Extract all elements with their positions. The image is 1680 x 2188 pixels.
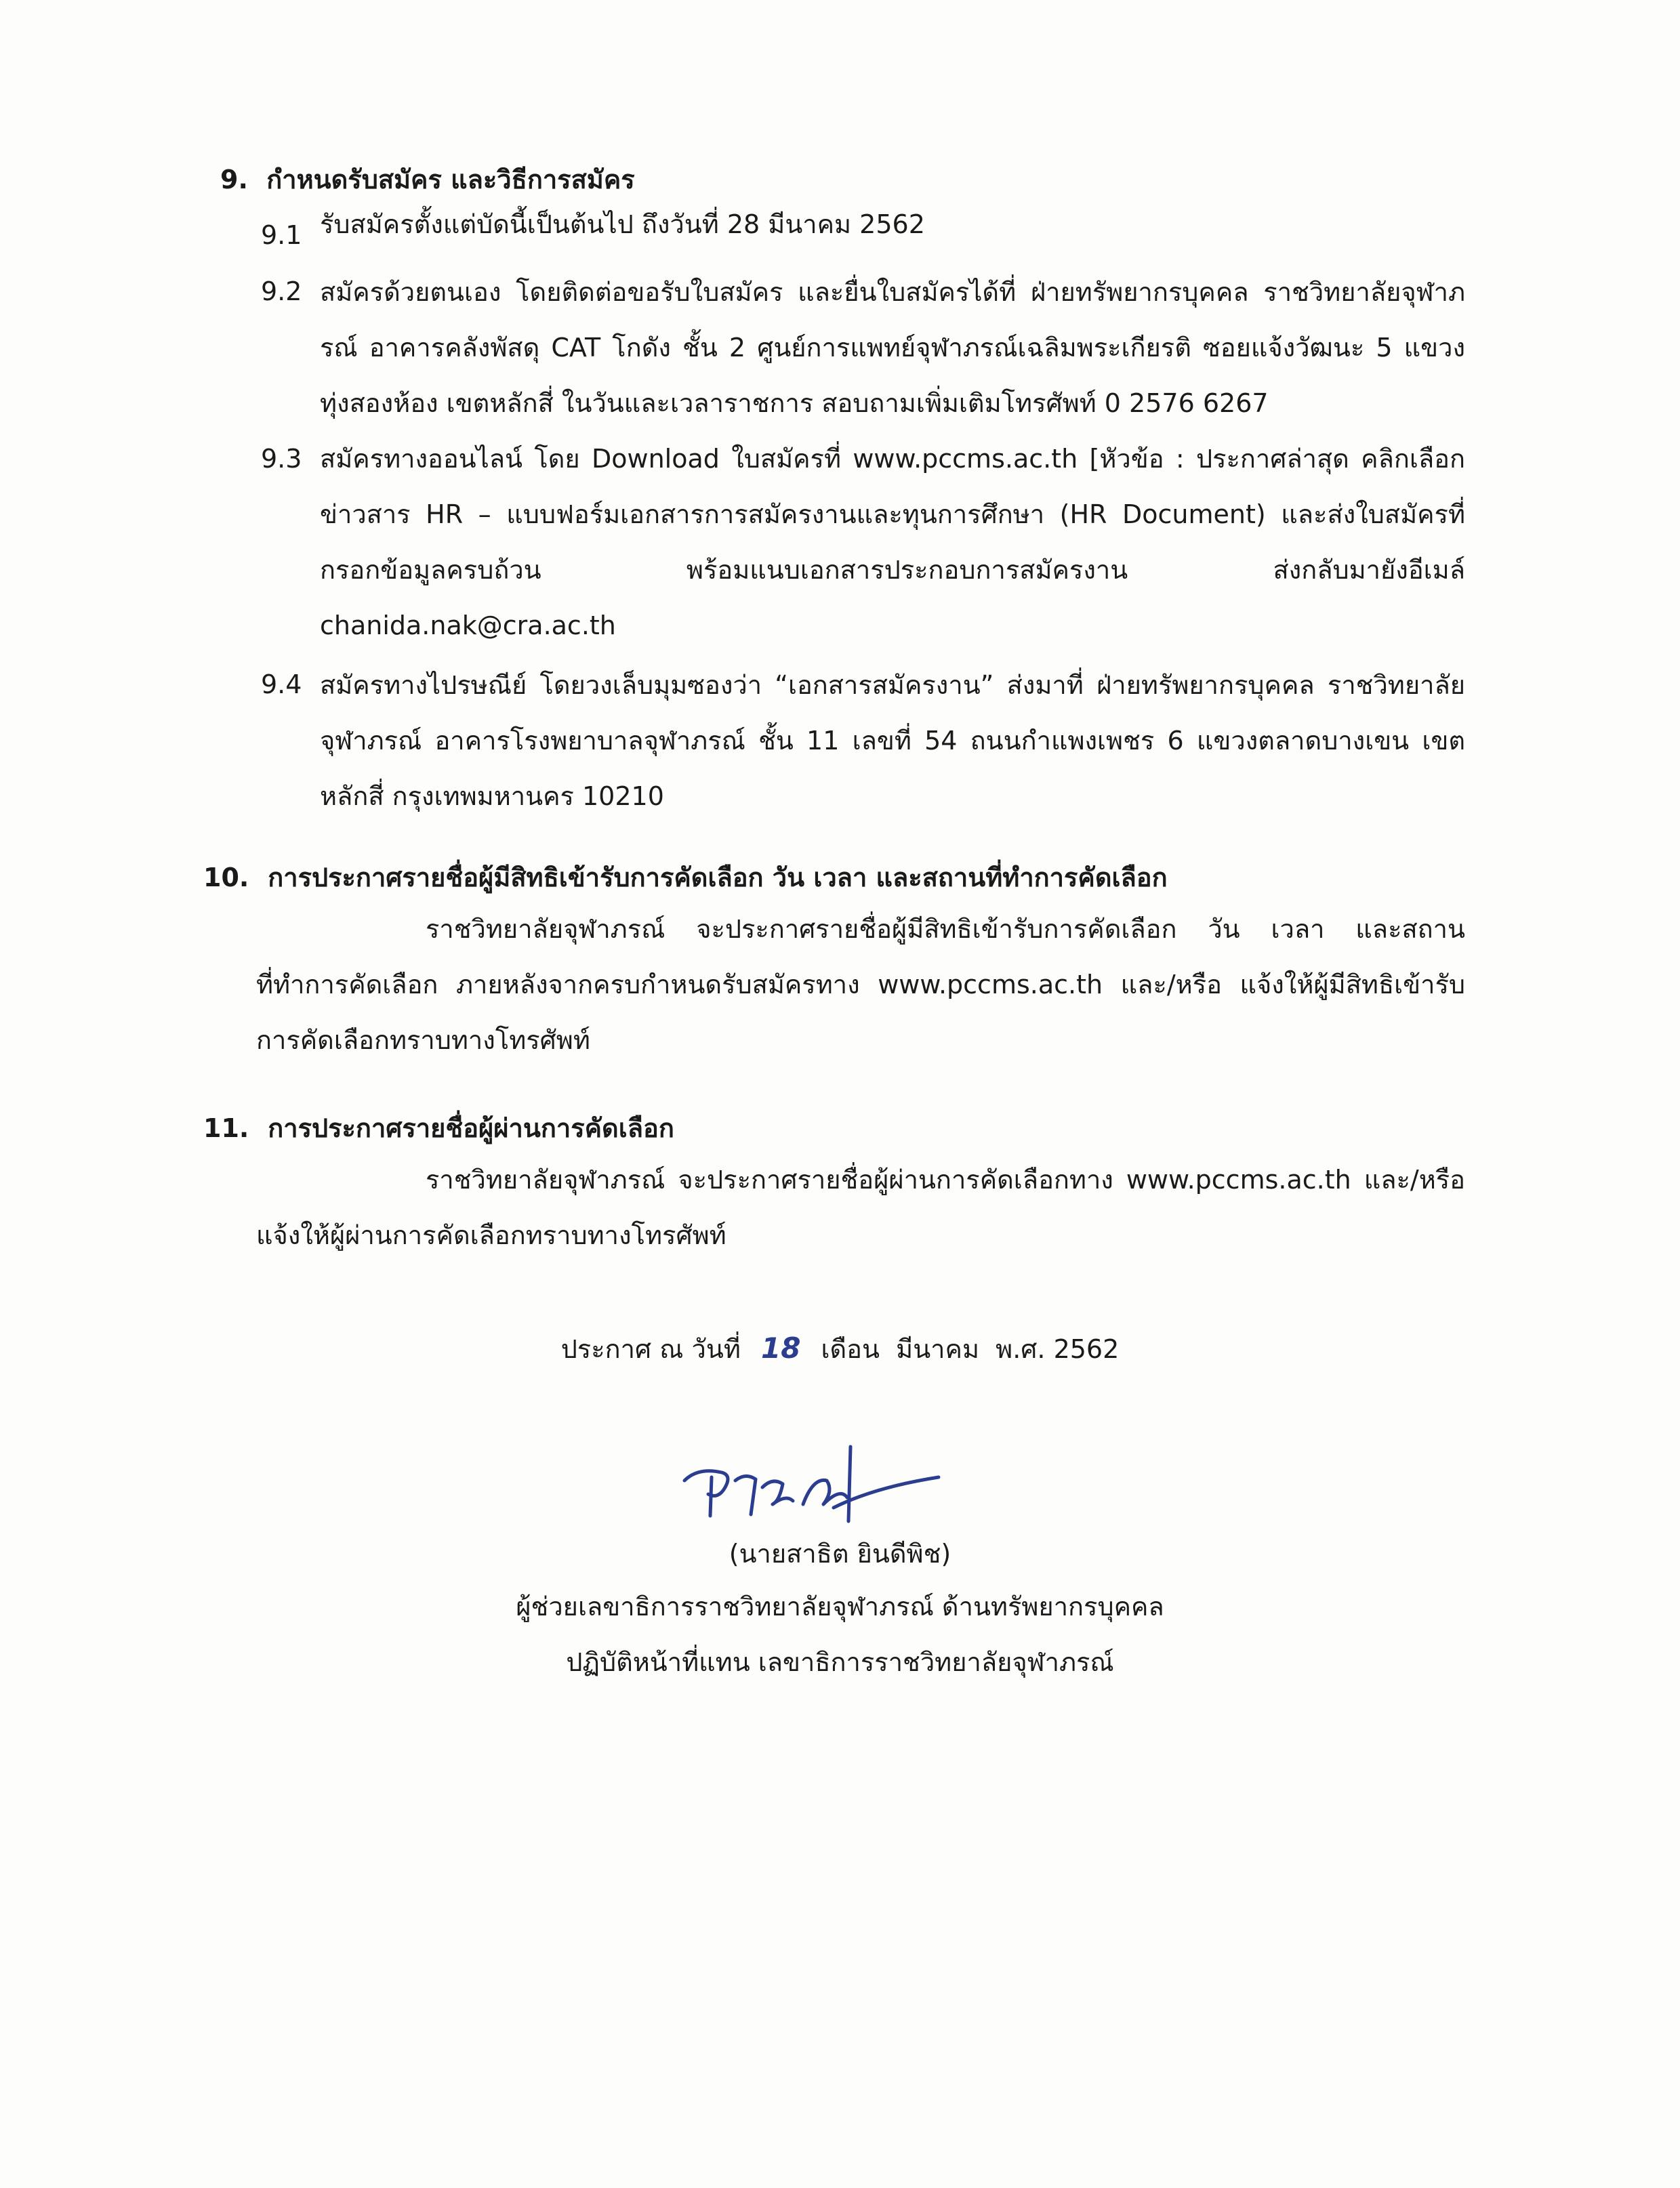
section-10-title: การประกาศรายชื่อผู้มีสิทธิเข้ารับการคัดเลือก วัน เวลา และสถานที่ทำการคัดเลือก — [268, 863, 1168, 892]
section-10-heading — [203, 861, 1168, 894]
item-9-1-number: 9.1 — [261, 220, 302, 250]
section-11-body — [256, 1152, 1465, 1263]
item-9-4-text: สมัครทางไปรษณีย์ โดยวงเล็บมุมซองว่า “เอกสารสมัครงาน” ส่งมาที่ ฝ่ายทรัพยากรบุคคล ราชวิทยาลัยจุฬาภรณ์ อาคารโรงพยาบาลจุฬาภรณ์ ชั้น 11 เลขที่ 54 ถนนกำแพงเพชร 6 แขวงตลาดบางเขน เขตหลักสี่ กรุงเทพมหานคร 10210 — [320, 670, 1465, 811]
item-9-3-text: สมัครทางออนไลน์ โดย Download ใบสมัครที่ www.pccms.ac.th [หัวข้อ : ประกาศล่าสุด คลิกเลือกข่าวสาร HR – แบบฟอร์มเอกสารการสมัครงานและทุนการศึกษา (HR Document) และส่งใบสมัครที่กรอกข้อมูลครบถ้วน พร้อมแนบเอกสารประกอบการสมัครงาน ส่งกลับมายังอีเมล์ chanida.nak@cra.ac.th — [320, 444, 1465, 640]
section-9-title: กำหนดรับสมัคร และวิธีการสมัคร — [266, 165, 635, 194]
signer-name: (นายสาธิต ยินดีพิช) — [729, 1539, 951, 1569]
section-11-heading — [203, 1111, 674, 1145]
item-9-1-text: รับสมัครตั้งแต่บัดนี้เป็นต้นไป ถึงวันที่ 28 มีนาคม 2562 — [320, 209, 925, 239]
date-month: มีนาคม — [896, 1334, 979, 1364]
item-9-2-text: สมัครด้วยตนเอง โดยติดต่อขอรับใบสมัคร และยื่นใบสมัครได้ที่ ฝ่ายทรัพยากรบุคคล ราชวิทยาลัยจุฬาภรณ์ อาคารคลังพัสดุ CAT โกดัง ชั้น 2 ศูนย์การแพทย์จุฬาภรณ์เฉลิมพระเกียรติ ซอยแจ้งวัฒนะ 5 แขวงทุ่งสองห้อง เขตหลักสี่ ในวันและเวลาราชการ สอบถามเพิ่มเติมโทรศัพท์ 0 2576 6267 — [320, 277, 1465, 418]
date-month-label: เดือน — [821, 1334, 880, 1364]
section-11-title: การประกาศรายชื่อผู้ผ่านการคัดเลือก — [268, 1113, 674, 1143]
section-9-number: 9. — [220, 165, 248, 194]
section-11-body-text: ราชวิทยาลัยจุฬาภรณ์ จะประกาศรายชื่อผู้ผ่านการคัดเลือกทาง www.pccms.ac.th และ/หรือ แจ้งให้ผู้ผ่านการคัดเลือกทราบทางโทรศัพท์ — [256, 1165, 1465, 1250]
section-9-heading — [220, 163, 635, 197]
signer-position-line2: ปฏิบัติหน้าที่แทน เลขาธิการราชวิทยาลัยจุฬาภรณ์ — [566, 1647, 1114, 1677]
signer-position-line1: ผู้ช่วยเลขาธิการราชวิทยาลัยจุฬาภรณ์ ด้านทรัพยากรบุคคล — [516, 1592, 1164, 1622]
section-10-number: 10. — [203, 863, 249, 892]
section-11-number: 11. — [203, 1113, 249, 1143]
date-year: พ.ศ. 2562 — [996, 1334, 1120, 1364]
item-9-3-number: 9.3 — [261, 444, 302, 474]
section-10-body — [256, 901, 1465, 1068]
section-10-body-text: ราชวิทยาลัยจุฬาภรณ์ จะประกาศรายชื่อผู้มีสิทธิเข้ารับการคัดเลือก วัน เวลา และสถานที่ทำการคัดเลือก ภายหลังจากครบกำหนดรับสมัครทาง www.pccms.ac.th และ/หรือ แจ้งให้ผู้มีสิทธิเข้ารับการคัดเลือกทราบทางโทรศัพท์ — [256, 914, 1465, 1055]
item-9-2-number: 9.2 — [261, 276, 302, 306]
signature-image — [671, 1440, 956, 1531]
date-prefix: ประกาศ ณ วันที่ — [560, 1334, 741, 1364]
announcement-date — [0, 1328, 1680, 1369]
date-day-handwritten: 18 — [760, 1332, 801, 1365]
item-9-4-number: 9.4 — [261, 669, 302, 699]
